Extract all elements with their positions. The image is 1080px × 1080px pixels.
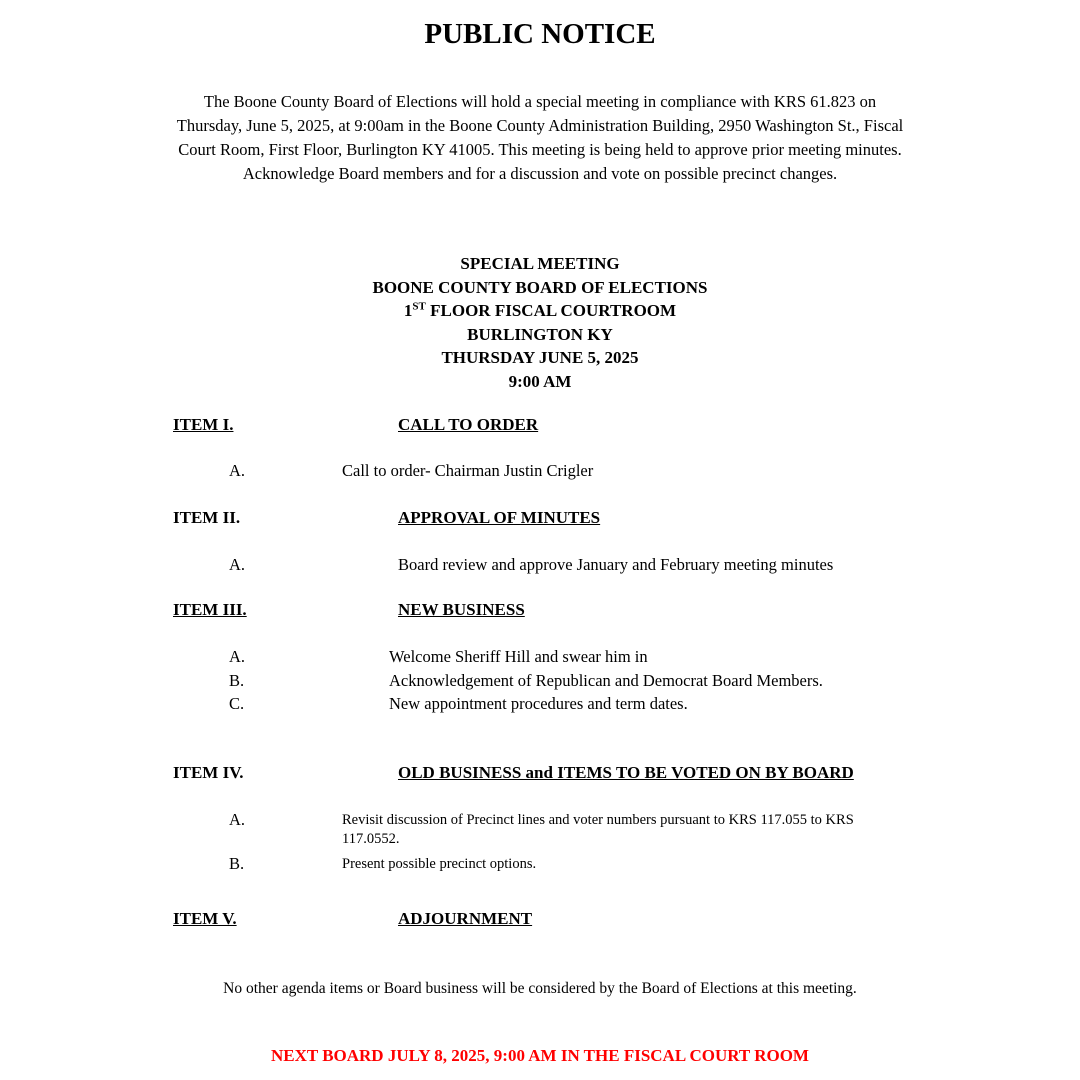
- floor-number: 1: [403, 301, 413, 320]
- meeting-room: [0, 299, 1080, 323]
- floor-suffix: ST: [412, 300, 426, 313]
- item-4-title: OLD BUSINESS and ITEMS TO BE VOTED ON BY BOARD: [398, 763, 854, 782]
- item-1-sub-a-text: Call to order- Chairman Justin Crigler: [342, 461, 594, 480]
- meeting-time: 9:00 AM: [508, 371, 572, 391]
- meeting-city: BURLINGTON KY: [467, 324, 613, 344]
- item-3-label: ITEM III.: [173, 600, 247, 619]
- meeting-date: THURSDAY JUNE 5, 2025: [441, 348, 639, 367]
- intro-line: Court Room, First Floor, Burlington KY 41005. This meeting is being held to approve prior meeting minutes.: [178, 140, 902, 159]
- item-3-title: NEW BUSINESS: [398, 600, 525, 619]
- item-1-label: ITEM I.: [173, 415, 234, 434]
- footer-note: No other agenda items or Board business will be considered by the Board of Elections at this meeting.: [223, 980, 857, 997]
- item-3-sub-c-text: New appointment procedures and term dates.: [389, 694, 688, 713]
- intro-line: Thursday, June 5, 2025, at 9:00am in the Boone County Administration Building, 2950 Washington St., Fiscal: [176, 116, 904, 135]
- item-1-sub-a-letter: A.: [229, 461, 246, 480]
- intro-line: Acknowledge Board members and for a discussion and vote on possible precinct changes.: [242, 164, 838, 183]
- meeting-header: [0, 252, 1080, 393]
- intro-line: The Boone County Board of Elections will hold a special meeting in compliance with KRS 61.823 on: [203, 92, 877, 111]
- item-4-label: ITEM IV.: [173, 763, 244, 782]
- intro-paragraph: [100, 90, 980, 186]
- item-4-sub-b-letter: B.: [229, 854, 245, 873]
- item-3-sub-b-letter: B.: [229, 671, 245, 690]
- item-4-sub-a-line: Revisit discussion of Precinct lines and voter numbers pursuant to KRS 117.055 to KRS: [342, 812, 854, 828]
- room-name: FLOOR FISCAL COURTROOM: [425, 301, 677, 320]
- item-4-sub-a-letter: A.: [229, 810, 246, 829]
- meeting-type: SPECIAL MEETING: [460, 254, 620, 273]
- item-5-title: ADJOURNMENT: [398, 909, 533, 928]
- item-3-sub-a-letter: A.: [229, 647, 246, 666]
- item-2-sub-a-letter: A.: [229, 555, 246, 574]
- item-3-sub-c-letter: C.: [229, 694, 245, 713]
- item-4-sub-a-line: 117.0552.: [342, 831, 400, 847]
- item-4-sub-b-text: Present possible precinct options.: [342, 856, 537, 872]
- item-3-sub-b-text: Acknowledgement of Republican and Democrat Board Members.: [389, 671, 823, 690]
- meeting-body: BOONE COUNTY BOARD OF ELECTIONS: [372, 277, 708, 297]
- notice-title: PUBLIC NOTICE: [424, 18, 656, 50]
- item-1-title: CALL TO ORDER: [398, 415, 539, 434]
- item-2-sub-a-text: Board review and approve January and February meeting minutes: [398, 555, 834, 574]
- item-2-title: APPROVAL OF MINUTES: [398, 508, 601, 527]
- item-4-sub-a-text: [342, 811, 854, 849]
- next-board-notice: NEXT BOARD JULY 8, 2025, 9:00 AM IN THE FISCAL COURT ROOM: [271, 1046, 809, 1065]
- item-2-label: ITEM II.: [173, 508, 241, 527]
- item-5-label: ITEM V.: [173, 909, 237, 928]
- item-3-sub-a-text: Welcome Sheriff Hill and swear him in: [389, 647, 648, 666]
